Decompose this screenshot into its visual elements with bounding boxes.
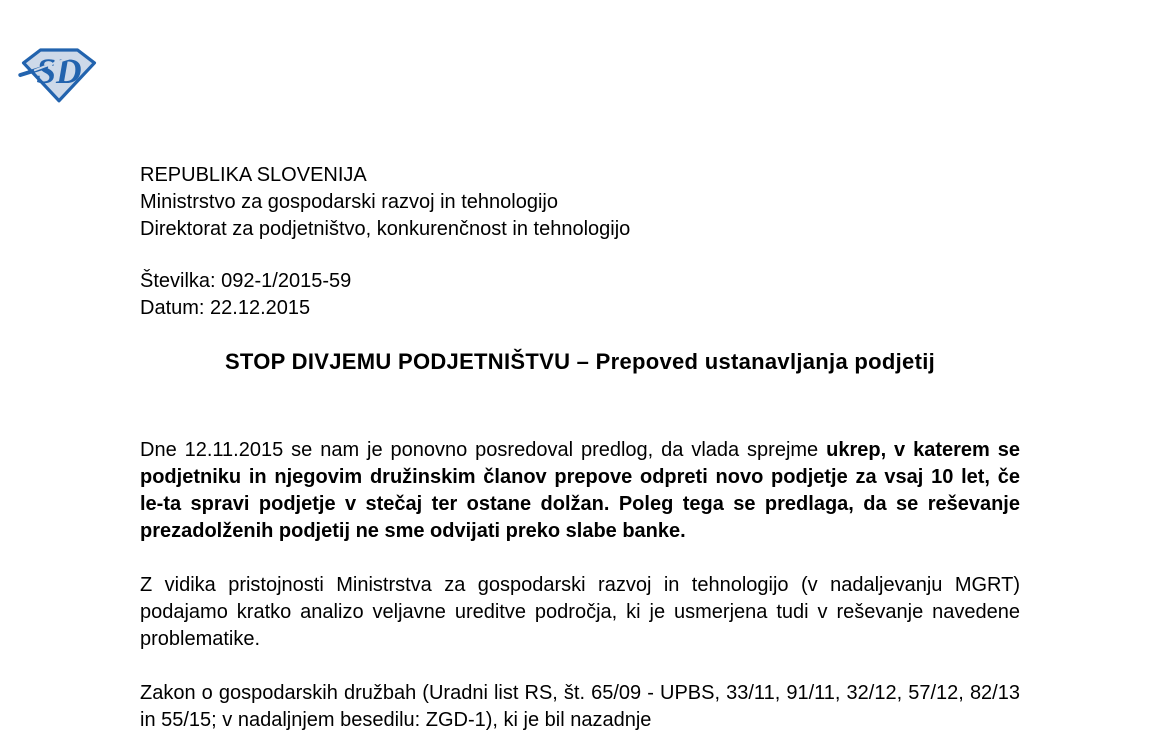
logo-letters: SD [36, 51, 82, 92]
reference-number-label: Številka: [140, 270, 216, 292]
letterhead-country: REPUBLIKA SLOVENIJA [140, 164, 367, 186]
paragraph-proposal [140, 437, 1020, 545]
paragraph-proposal-intro: Dne 12.11.2015 se nam je ponovno posredoval predlog, da vlada sprejme [140, 439, 827, 461]
date-value: 22.12.2015 [210, 297, 311, 319]
letterhead-ministry: Ministrstvo za gospodarski razvoj in tehnologijo [140, 191, 558, 213]
document-body [140, 437, 1020, 734]
document-meta [140, 268, 1020, 322]
sd-shield-logo-svg [18, 46, 100, 104]
sd-shield-logo-icon [18, 46, 100, 104]
date-label: Datum: [140, 297, 205, 319]
date-line [140, 295, 1020, 322]
letterhead [140, 162, 1020, 243]
paragraph-analysis: Z vidika pristojnosti Ministrstva za gospodarski razvoj in tehnologijo (v nadaljevanju MGRT) podajamo kratko analizo veljavne ureditve področja, ki je usmerjena tudi v reševanje navedene problematike. [140, 574, 1020, 650]
letterhead-directorate: Direktorat za podjetništvo, konkurenčnost in tehnologijo [140, 218, 631, 240]
reference-number-value: 092-1/2015-59 [221, 270, 352, 292]
document-title: STOP DIVJEMU PODJETNIŠTVU – Prepoved ustanavljanja podjetij [224, 349, 936, 374]
reference-number-line [140, 268, 1020, 295]
paragraph-proposal-measure: ukrep, v katerem se podjetniku in njegovim družinskim članov prepove odpreti novo podjetje za vsaj 10 let, če le-ta spravi podjetje v stečaj ter ostane dolžan. Poleg tega se predlaga, da se reševanje prezadolženih podjetij ne sme odvijati preko slabe banke. [140, 439, 1020, 542]
paragraph-law-citation: Zakon o gospodarskih družbah (Uradni list RS, št. 65/09 - UPBS, 33/11, 91/11, 32/12, 57/12, 82/13 in 55/15; v nadaljnjem besedilu: ZGD-1), ki je bil nazadnje [140, 682, 1020, 731]
